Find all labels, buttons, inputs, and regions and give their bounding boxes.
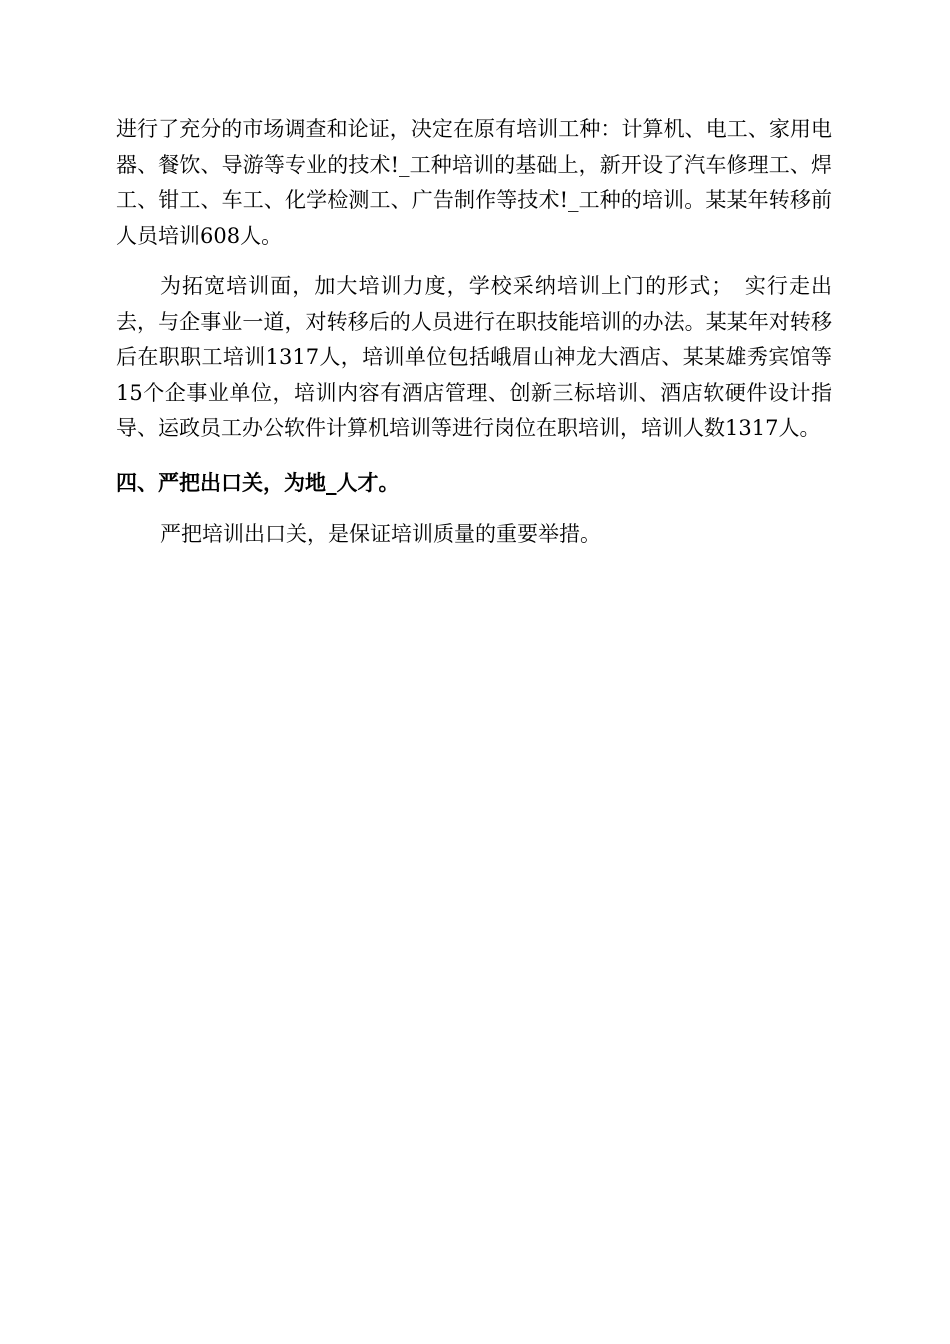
- paragraph-onsite-training: 为拓宽培训面，加大培训力度，学校采纳培训上门的形式； 实行走出去，与企事业一道，对转移后的人员进行在职技能培训的办法。某某年对转移后在职职工培训1317人，培训单位包括峨眉山神龙大酒店、某某雄秀宾馆等15个企事业单位，培训内容有酒店管理、创新三标培训、酒店软硬件设计指导、运政员工办公软件计算机培训等进行岗位在职培训，培训人数1317人。: [116, 274, 832, 440]
- section-heading-4: 四、严把出口关，为地_人才。: [116, 470, 400, 495]
- paragraph-training-types: 进行了充分的市场调查和论证，决定在原有培训工种：计算机、电工、家用电器、餐饮、导游等专业的技术!_工种培训的基础上，新开设了汽车修理工、焊工、钳工、车工、化学检测工、广告制作等技术!_工种的培训。某某年转移前人员培训608人。: [116, 117, 832, 248]
- paragraph-exit-control: 严把培训出口关，是保证培训质量的重要举措。: [160, 522, 601, 546]
- document-body: [116, 112, 832, 553]
